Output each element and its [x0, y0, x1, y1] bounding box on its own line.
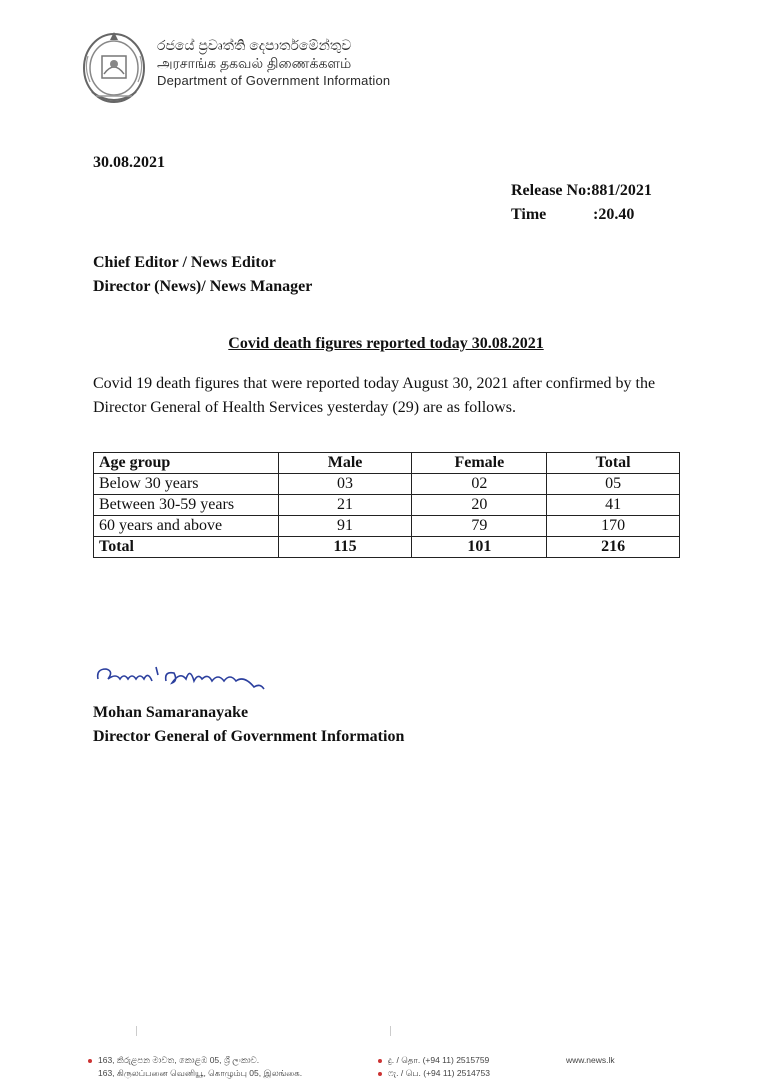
- bullet-icon: [378, 1059, 382, 1063]
- total-male-cell: 115: [278, 537, 412, 558]
- website-url: www.news.lk: [566, 1055, 615, 1065]
- signer-block: [93, 701, 404, 749]
- addressee-line-1: Chief Editor / News Editor: [93, 254, 276, 271]
- fax-label: ෆැ. / பெ.: [388, 1068, 421, 1078]
- total-cell: 170: [547, 516, 680, 537]
- total-female-cell: 101: [412, 537, 547, 558]
- bullet-icon: [378, 1072, 382, 1076]
- document-heading-wrap: [0, 335, 768, 353]
- address-tamil: 163, கிருலப்பனை வெனியூ, கொழும்பு 05, இலங்கை.: [98, 1068, 303, 1078]
- table-row: [94, 495, 680, 516]
- department-name-sinhala: රජයේ ප්‍රවෘත්ති දෙපාර්තමේන්තුව: [157, 37, 352, 53]
- age-group-cell: Below 30 years: [94, 474, 279, 495]
- department-name-block: [157, 36, 390, 90]
- death-figures-table: [93, 452, 680, 558]
- table-header-row: [94, 453, 680, 474]
- footer-contacts: [378, 1054, 490, 1080]
- footer-website: [566, 1054, 615, 1067]
- signer-title: Director General of Government Information: [93, 728, 405, 745]
- female-cell: 79: [412, 516, 547, 537]
- document-heading: Covid death figures reported today 30.08.2021: [228, 335, 544, 352]
- total-cell: 41: [547, 495, 680, 516]
- body-paragraph: Covid 19 death figures that were reported today August 30, 2021 after confirmed by the Director General of Health Services yesterday (29) are as follows.: [93, 375, 656, 416]
- release-info: [511, 179, 652, 227]
- header-female: Female: [412, 453, 547, 474]
- male-cell: 21: [278, 495, 412, 516]
- handwritten-signature: [94, 657, 274, 697]
- footer-address: [88, 1054, 302, 1080]
- total-cell: 05: [547, 474, 680, 495]
- age-group-cell: 60 years and above: [94, 516, 279, 537]
- signer-name: Mohan Samaranayake: [93, 704, 249, 721]
- addressee-line-2: Director (News)/ News Manager: [93, 278, 313, 295]
- addressee-block: [93, 251, 312, 299]
- table-row: [94, 516, 680, 537]
- release-number: Release No:881/2021: [511, 182, 652, 199]
- grand-total-cell: 216: [547, 537, 680, 558]
- time-value: :20.40: [593, 206, 635, 223]
- age-group-cell: Between 30-59 years: [94, 495, 279, 516]
- time-label: Time: [511, 206, 547, 223]
- fax-number: (+94 11) 2514753: [423, 1068, 490, 1078]
- male-cell: 91: [278, 516, 412, 537]
- header-male: Male: [278, 453, 412, 474]
- bullet-icon: [88, 1059, 92, 1063]
- female-cell: 02: [412, 474, 547, 495]
- phone-label: දු. / தொ.: [388, 1055, 421, 1065]
- table-row: [94, 474, 680, 495]
- total-label-cell: Total: [94, 537, 279, 558]
- header-age-group: Age group: [94, 453, 279, 474]
- female-cell: 20: [412, 495, 547, 516]
- document-date: 30.08.2021: [93, 154, 165, 171]
- footer: [88, 1048, 718, 1084]
- department-name-english: Department of Government Information: [157, 73, 391, 88]
- table-total-row: [94, 537, 680, 558]
- male-cell: 03: [278, 474, 412, 495]
- sri-lanka-emblem-icon: [80, 26, 148, 106]
- header-total: Total: [547, 453, 680, 474]
- address-sinhala: 163, කිරුළපන මාවත, කොළඹ 05, ශ්‍රී ලංකාව.: [98, 1055, 260, 1065]
- phone-number: (+94 11) 2515759: [422, 1055, 490, 1065]
- department-name-tamil: அரசாங்க தகவல் திணைக்களம்: [157, 55, 352, 71]
